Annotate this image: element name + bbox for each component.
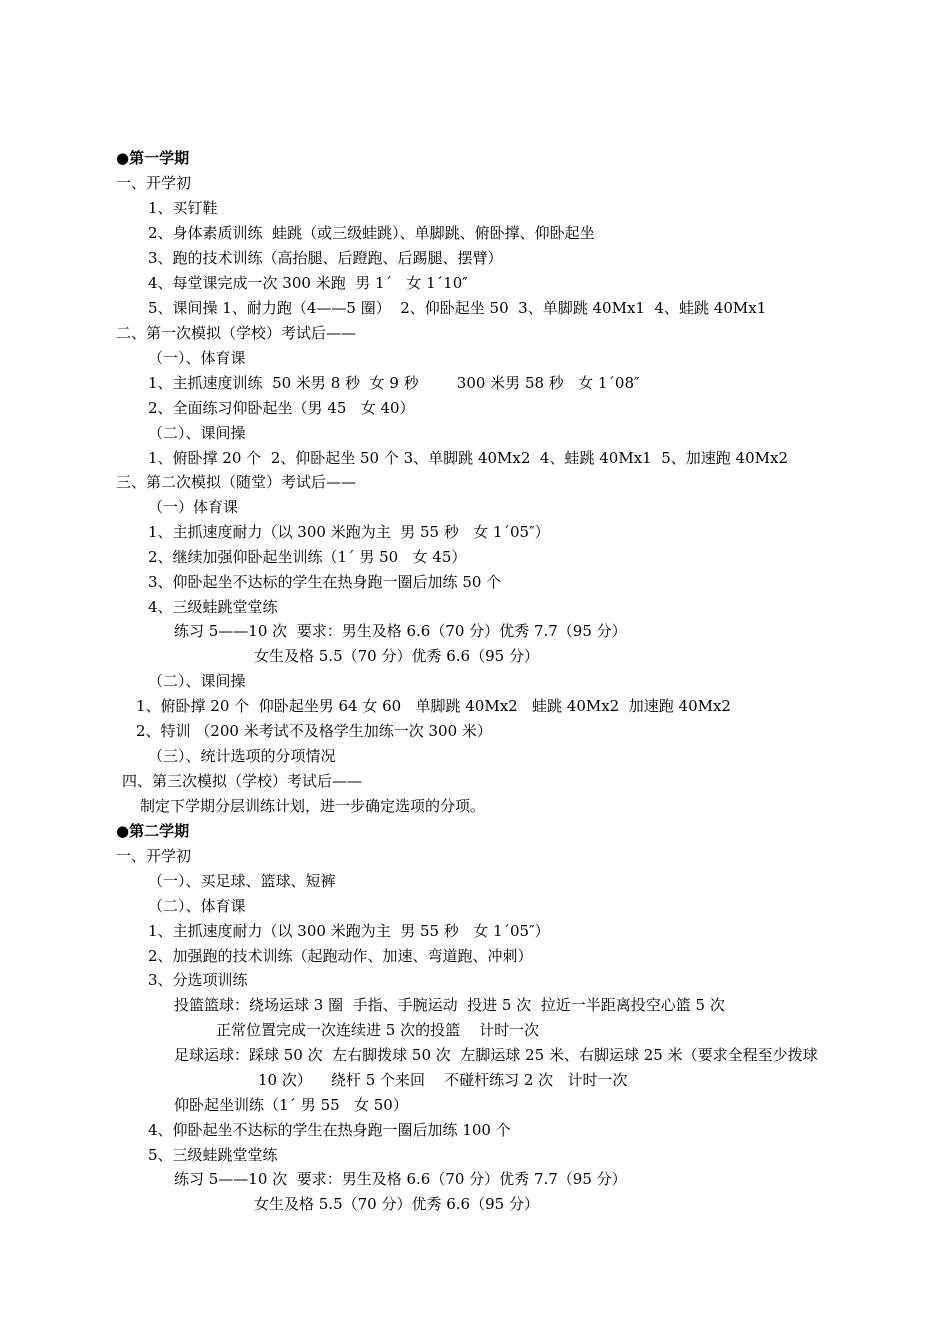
text-line: （一）体育课	[148, 498, 239, 516]
text-line: （一）、买足球、篮球、短裤	[148, 872, 336, 890]
text-line: （二）、体育课	[148, 897, 246, 915]
text-line: 二、第一次模拟（学校）考试后——	[116, 324, 357, 342]
text-line: 正常位置完成一次连续进 5 次的投篮 计时一次	[216, 1021, 540, 1039]
text-line: 1、主抓速度耐力（以 300 米跑为主 男 55 秒 女 1΄05″）	[148, 922, 550, 940]
text-line: 足球运球：踩球 50 次 左右脚拨球 50 次 左脚运球 25 米、右脚运球 25 米（要求全程至少拨球	[174, 1046, 818, 1064]
text-line: 仰卧起坐训练（1΄ 男 55 女 50）	[174, 1096, 408, 1114]
text-line: 1、买钉鞋	[148, 199, 218, 217]
text-line: 2、全面练习仰卧起坐（男 45 女 40）	[148, 399, 415, 417]
text-line: 1、主抓速度耐力（以 300 米跑为主 男 55 秒 女 1΄05″）	[148, 523, 550, 541]
text-line: 10 次） 绕杆 5 个来回 不碰杆练习 2 次 计时一次	[258, 1071, 628, 1089]
text-line: （一）、体育课	[148, 349, 246, 367]
text-line: （二）、课间操	[148, 424, 246, 442]
text-line: （二）、课间操	[148, 672, 246, 690]
text-line: 1、俯卧撑 20 个 2、仰卧起坐 50 个 3、单脚跳 40Mx2 4、蛙跳 40Mx1 5、加速跑 40Mx2	[148, 449, 788, 467]
text-line: 1、主抓速度训练 50 米男 8 秒 女 9 秒 300 米男 58 秒 女 1΄08″	[148, 374, 640, 392]
text-line: 5、三级蛙跳堂堂练	[148, 1146, 278, 1164]
text-line: 练习 5——10 次 要求：男生及格 6.6（70 分）优秀 7.7（95 分）	[174, 1170, 627, 1188]
text-line: 制定下学期分层训练计划，进一步确定选项的分项。	[140, 797, 486, 815]
text-line: 2、继续加强仰卧起坐训练（1΄ 男 50 女 45）	[148, 548, 467, 566]
section-heading: ●第一学期	[116, 149, 190, 167]
text-line: 4、三级蛙跳堂堂练	[148, 598, 278, 616]
text-line: 4、每堂课完成一次 300 米跑 男 1΄ 女 1΄10″	[148, 274, 468, 292]
section-heading: ●第二学期	[116, 822, 190, 840]
text-line: 投篮篮球：绕场运球 3 圈 手指、手腕运动 投进 5 次 拉近一半距离投空心篮 5 次	[174, 996, 725, 1014]
text-line: 一、开学初	[116, 847, 192, 865]
text-line: 女生及格 5.5（70 分）优秀 6.6（95 分）	[254, 1195, 539, 1213]
text-line: （三）、统计选项的分项情况	[148, 747, 336, 765]
text-line: 3、仰卧起坐不达标的学生在热身跑一圈后加练 50 个	[148, 573, 502, 591]
text-line: 四、第三次模拟（学校）考试后——	[122, 772, 363, 790]
text-line: 女生及格 5.5（70 分）优秀 6.6（95 分）	[254, 647, 539, 665]
text-line: 2、特训 （200 米考试不及格学生加练一次 300 米）	[136, 722, 492, 740]
text-line: 三、第二次模拟（随堂）考试后——	[116, 473, 357, 491]
text-line: 3、跑的技术训练（高抬腿、后蹬跑、后踢腿、摆臂）	[148, 249, 503, 267]
text-line: 3、分选项训练	[148, 971, 248, 989]
text-line: 2、加强跑的技术训练（起跑动作、加速、弯道跑、冲刺）	[148, 947, 533, 965]
text-line: 2、身体素质训练 蛙跳（或三级蛙跳）、单脚跳、俯卧撑、仰卧起坐	[148, 224, 595, 242]
text-line: 5、课间操 1、耐力跑（4——5 圈） 2、仰卧起坐 50 3、单脚跳 40Mx1 4、蛙跳 40Mx1	[148, 299, 767, 317]
text-line: 4、仰卧起坐不达标的学生在热身跑一圈后加练 100 个	[148, 1121, 511, 1139]
text-line: 一、开学初	[116, 174, 192, 192]
text-line: 练习 5——10 次 要求：男生及格 6.6（70 分）优秀 7.7（95 分）	[174, 622, 627, 640]
text-line: 1、俯卧撑 20 个 仰卧起坐男 64 女 60 单脚跳 40Mx2 蛙跳 40Mx2 加速跑 40Mx2	[136, 697, 731, 715]
